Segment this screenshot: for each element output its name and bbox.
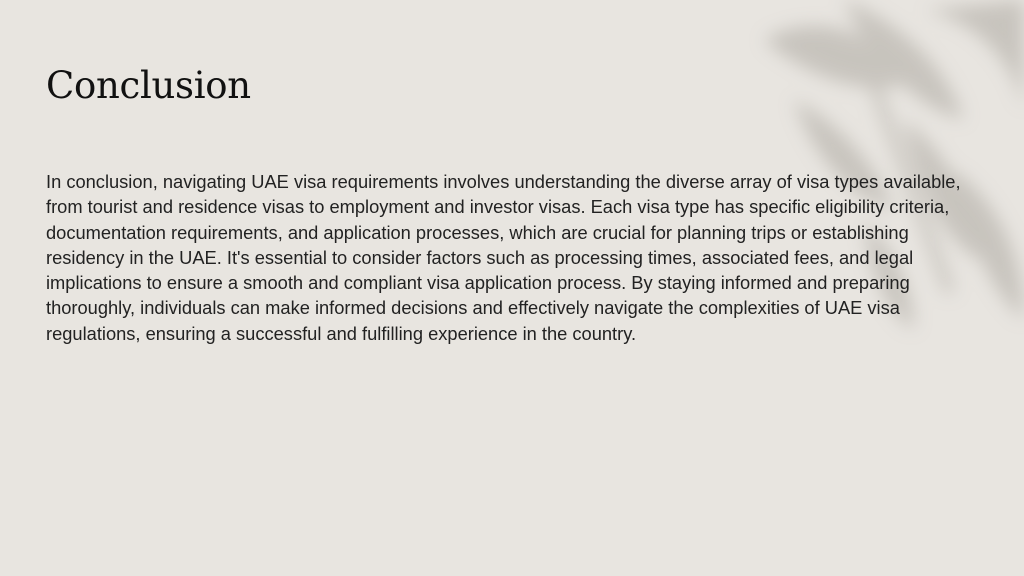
slide-body-text: In conclusion, navigating UAE visa requirements involves understanding the diverse array of visa types available, from tourist and residence visas to employment and investor visas. Each visa type has specific eligibility criteria, documentation requirements, and application processes, which are crucial for planning trips or establishing residency in the UAE. It's essential to consider factors such as processing times, associated fees, and legal implications to ensure a smooth and compliant visa application process. By staying informed and preparing thoroughly, individuals can make informed decisions and effectively navigate the complexities of UAE visa regulations, ensuring a successful and fulfilling experience in the country. <box>46 171 961 344</box>
slide-title: Conclusion <box>46 64 251 107</box>
